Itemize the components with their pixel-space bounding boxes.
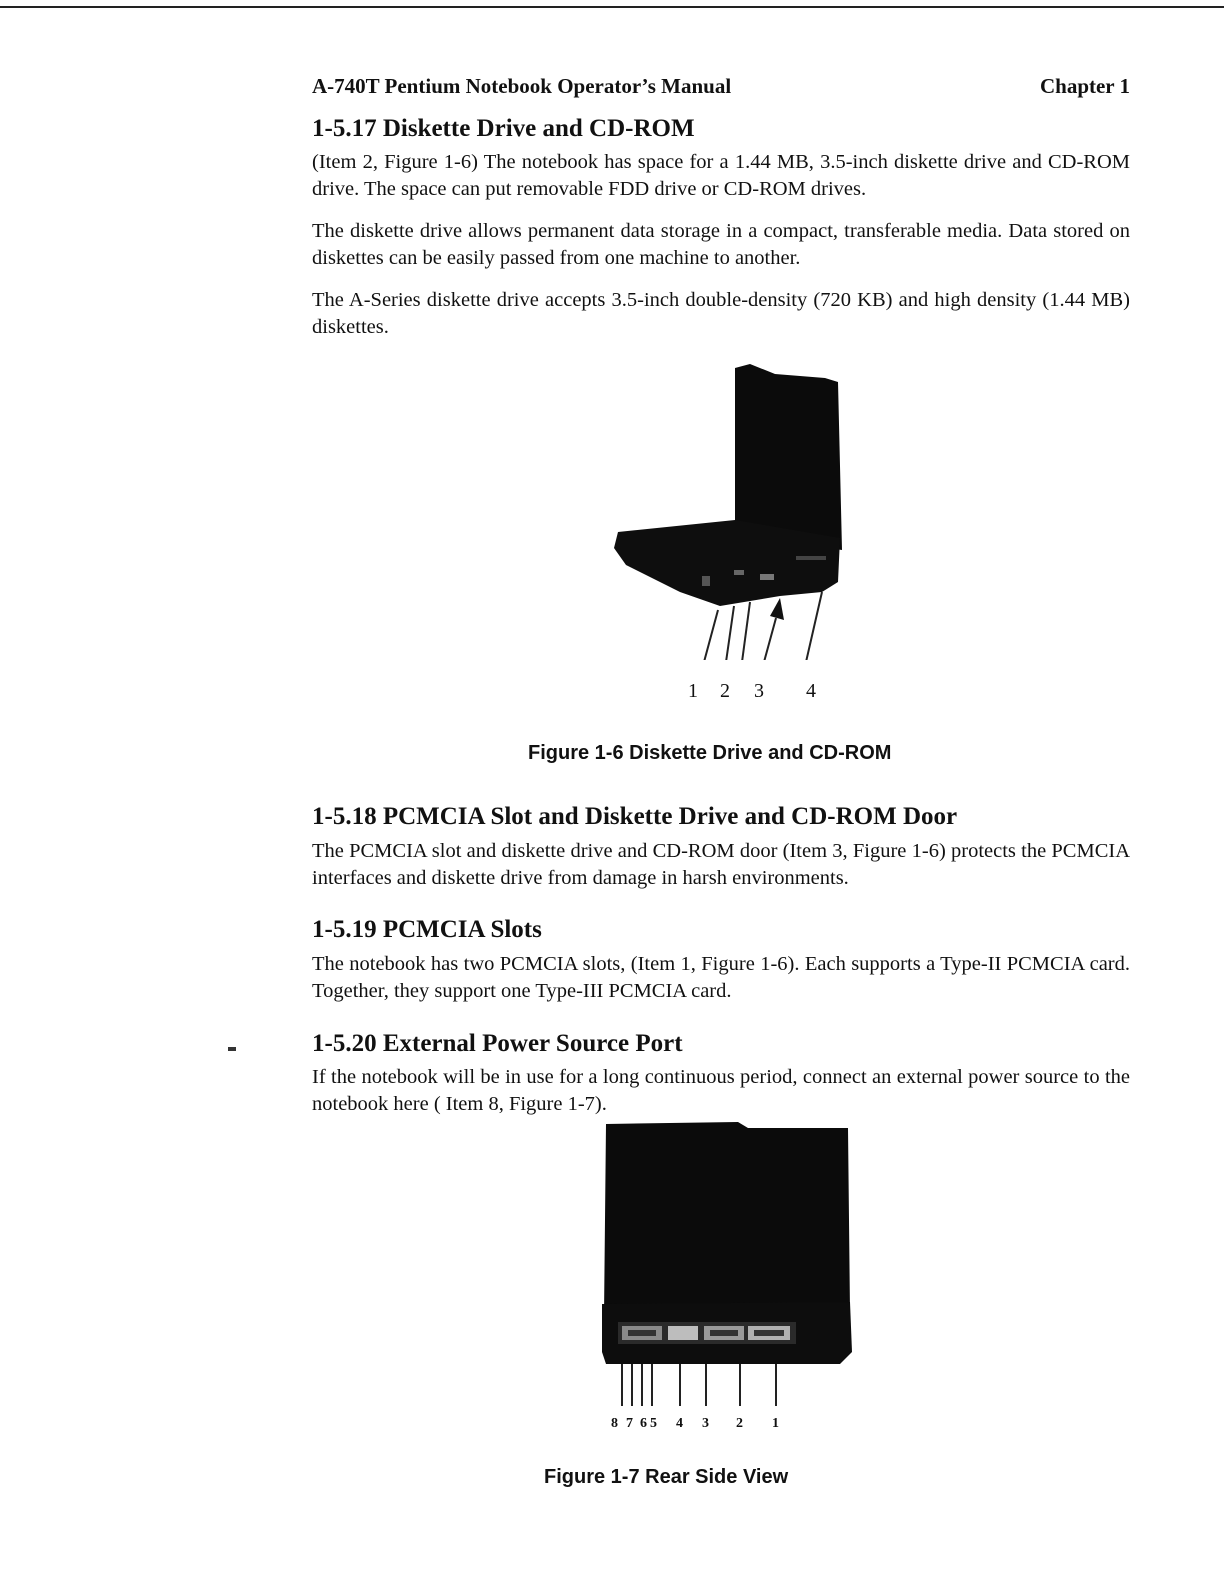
fig6-callout-2: 2 — [720, 680, 730, 702]
figure-1-7-caption: Figure 1-7 Rear Side View — [544, 1466, 789, 1488]
paragraph-diskette-storage: The diskette drive allows permanent data storage in a compact, transferable media. Data stored on diskettes can be easily passed from one machine to another. — [312, 220, 1130, 269]
section-title-pcmcia-door: 1-5.18 PCMCIA Slot and Diskette Drive and CD-ROM Door — [312, 803, 958, 830]
section-title-diskette-cdrom: 1-5.17 Diskette Drive and CD-ROM — [312, 115, 695, 142]
fig6-callout-1: 1 — [688, 680, 698, 702]
paragraph-pcmcia-door: The PCMCIA slot and diskette drive and CD-ROM door (Item 3, Figure 1-6) protects the PCMCIA interfaces and diskette drive from damage in harsh environments. — [312, 840, 1130, 889]
paragraph-pcmcia-slots: The notebook has two PCMCIA slots, (Item 1, Figure 1-6). Each supports a Type-II PCMCIA card. Together, they support one Type-III PCMCIA card. — [312, 953, 1130, 1002]
fig7-callout-8: 8 — [611, 1416, 618, 1431]
fig6-callout-4: 4 — [806, 680, 816, 702]
fig7-callout-1: 1 — [772, 1416, 779, 1431]
paragraph-external-power: If the notebook will be in use for a long continuous period, connect an external power source to the notebook here ( Item 8, Figure 1-7). — [312, 1066, 1130, 1115]
fig7-callout-6: 6 — [640, 1416, 647, 1431]
section-title-pcmcia-slots: 1-5.19 PCMCIA Slots — [312, 916, 542, 943]
top-rule — [0, 6, 1224, 8]
margin-mark — [228, 1047, 236, 1051]
fig6-callout-3: 3 — [754, 680, 764, 702]
figure-1-6-caption: Figure 1-6 Diskette Drive and CD-ROM — [528, 742, 892, 764]
fig7-callout-7: 7 — [626, 1416, 633, 1431]
page-header — [312, 74, 1130, 104]
manual-title: A-740T Pentium Notebook Operator’s Manual — [312, 74, 732, 98]
figure-1-7-illustration — [598, 1116, 854, 1408]
paragraph-diskette-density: The A-Series diskette drive accepts 3.5-inch double-density (720 KB) and high density (1.44 MB) diskettes. — [312, 289, 1130, 338]
chapter-label: Chapter 1 — [1039, 74, 1130, 98]
paragraph-diskette-space: (Item 2, Figure 1-6) The notebook has space for a 1.44 MB, 3.5-inch diskette drive and CD-ROM drive. The space can put removable FDD drive or CD-ROM drives. — [312, 151, 1130, 200]
fig7-callout-5: 5 — [650, 1416, 657, 1431]
fig7-callout-2: 2 — [736, 1416, 743, 1431]
section-title-external-power: 1-5.20 External Power Source Port — [312, 1030, 683, 1057]
figure-1-6-illustration — [600, 360, 860, 660]
fig7-callout-3: 3 — [702, 1416, 709, 1431]
fig7-callout-4: 4 — [676, 1416, 683, 1431]
